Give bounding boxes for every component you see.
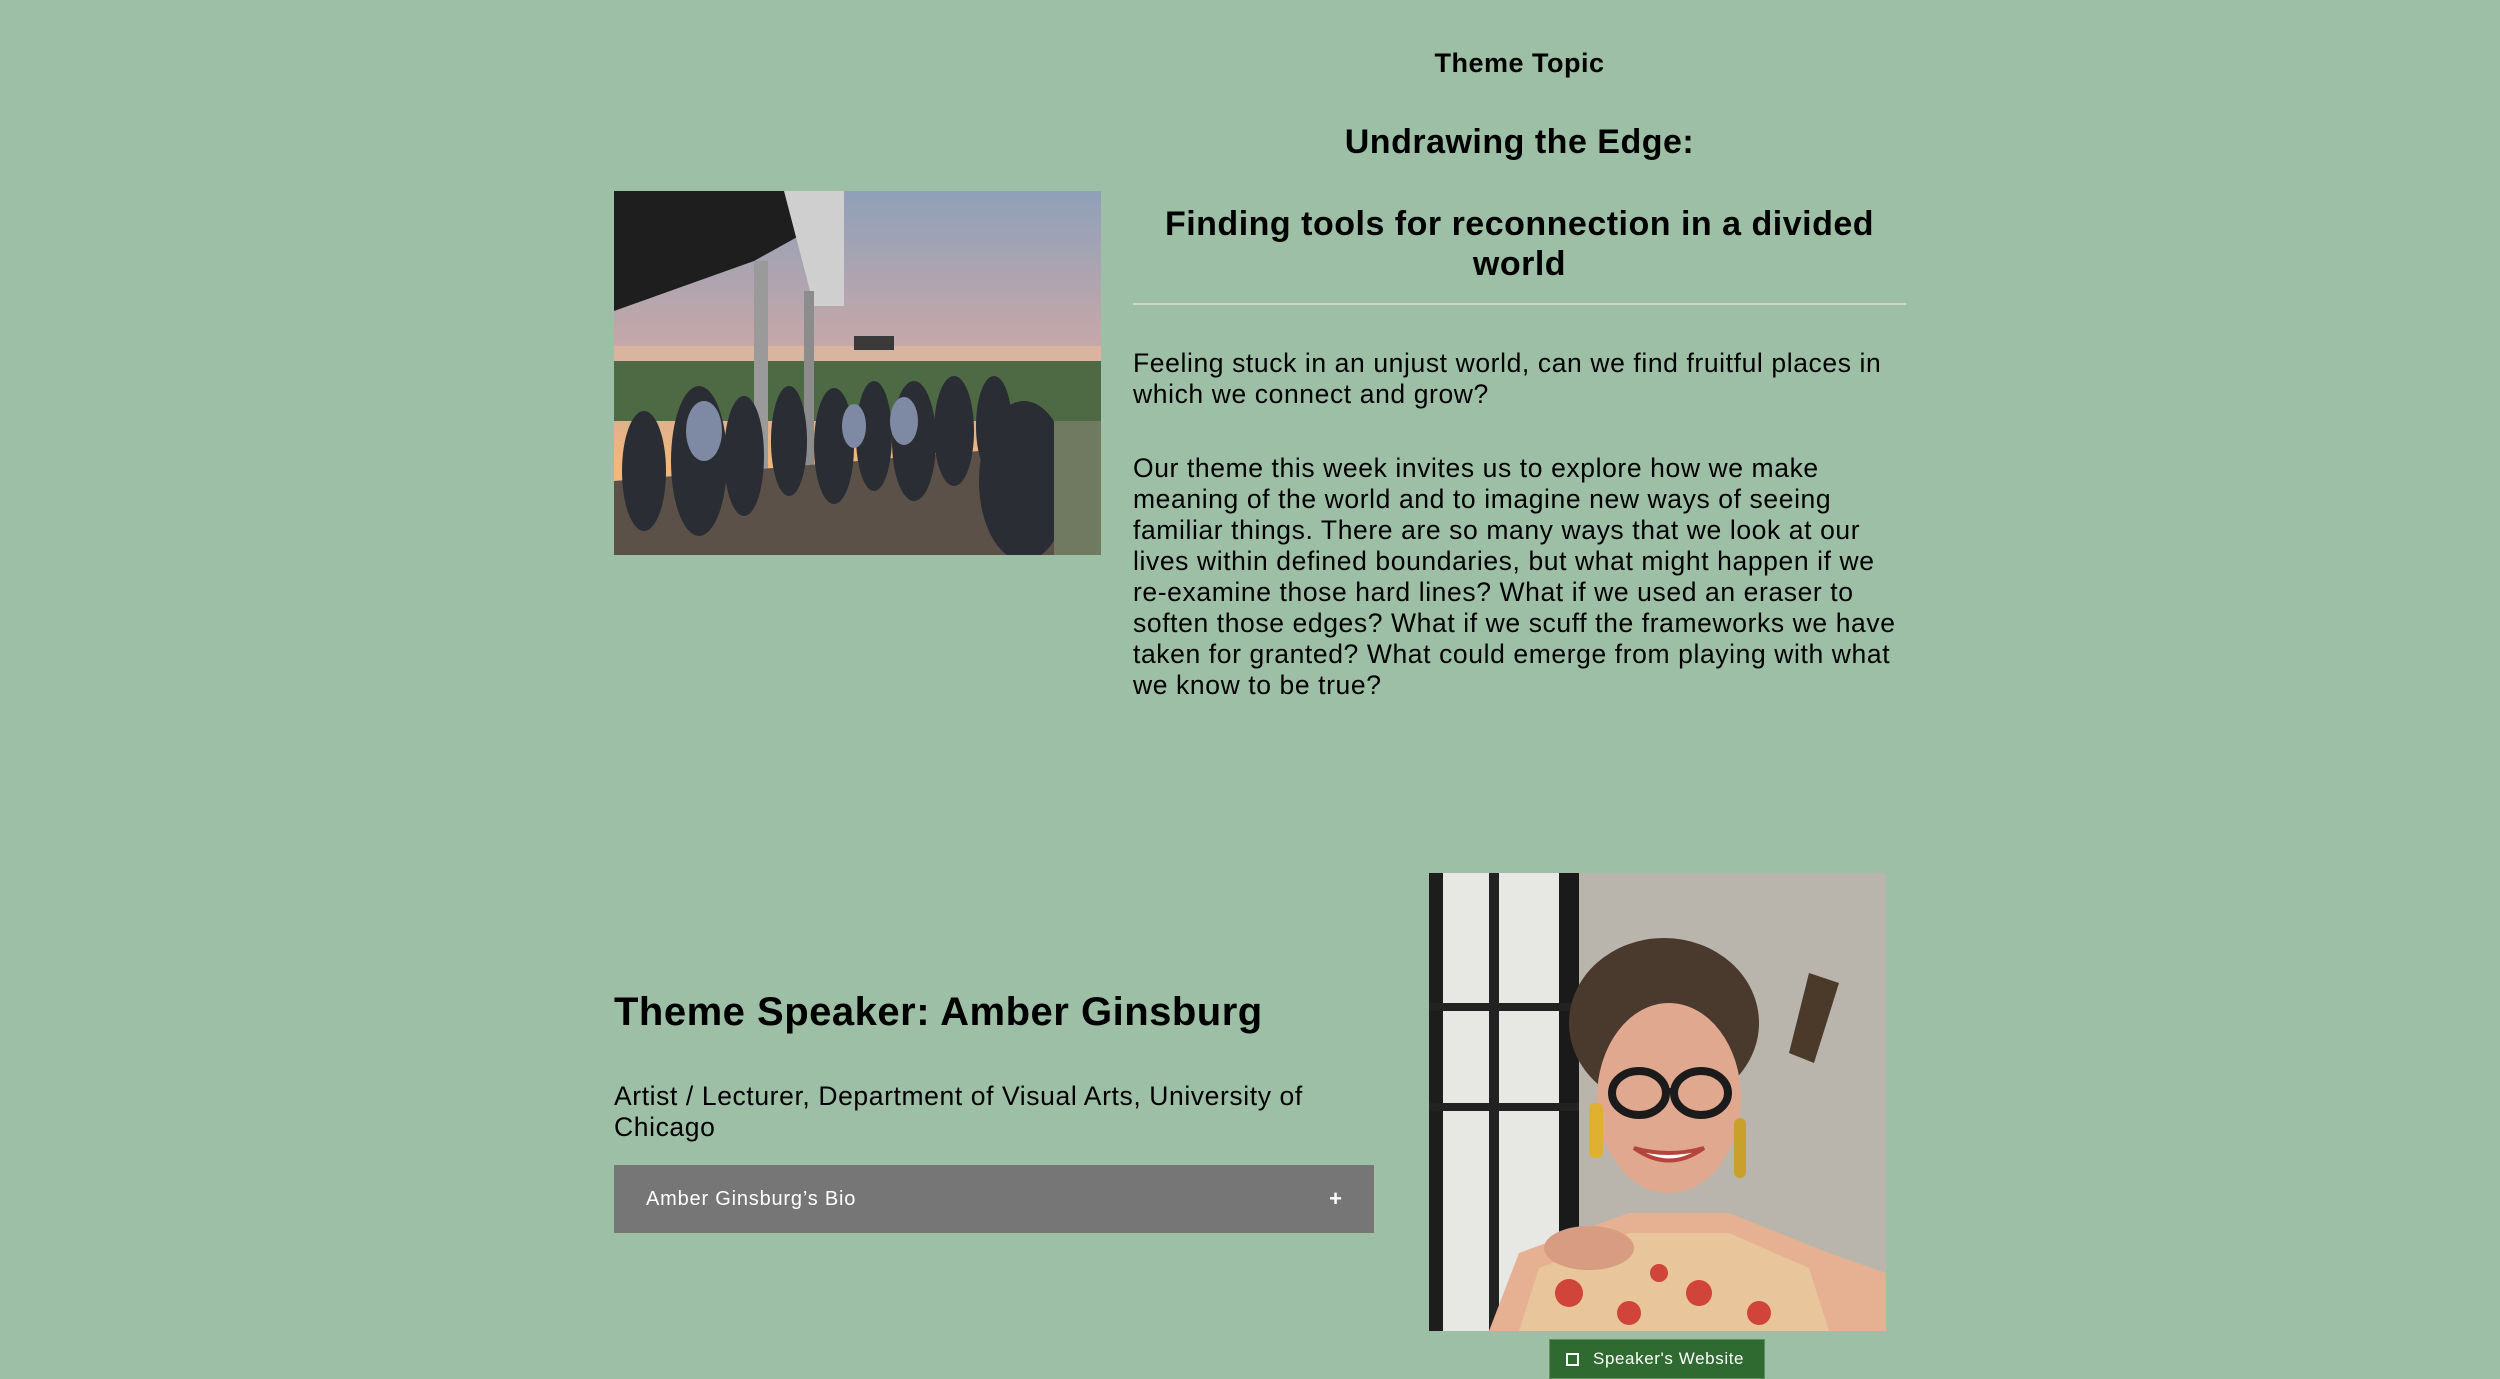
speaker-website-button[interactable] [1549, 1339, 1765, 1379]
external-link-square-icon [1566, 1353, 1579, 1366]
porch-sunset-photo [614, 191, 1101, 555]
speaker-heading: Theme Speaker: Amber Ginsburg [614, 990, 1263, 1034]
divider [1133, 303, 1906, 305]
theme-label: Theme Topic [1434, 48, 1605, 78]
bio-accordion-toggle[interactable] [614, 1165, 1374, 1233]
speaker-role: Artist / Lecturer, Department of Visual Arts, University of Chicago [614, 1081, 1303, 1142]
theme-subtitle: Finding tools for reconnection in a divided world [1164, 205, 1875, 283]
theme-intro-paragraph: Feeling stuck in an unjust world, can we find fruitful places in which we connect and grow? [1133, 348, 1882, 409]
speaker-website-label: Speaker's Website [1593, 1349, 1745, 1368]
plus-icon: + [1329, 1186, 1342, 1211]
bio-accordion-label: Amber Ginsburg’s Bio [646, 1187, 857, 1210]
speaker-portrait-photo [1429, 873, 1886, 1331]
theme-title: Undrawing the Edge: [1344, 123, 1695, 161]
theme-description-paragraph: Our theme this week invites us to explore how we make meaning of the world and to imagine new ways of seeing familiar things. There are so many ways that we look at our lives within defined boundaries, but what might happen if we re-examine those hard lines? What if we used an eraser to soften those edges? What if we scuff the frameworks we have taken for granted? What could emerge from playing with what we know to be true? [1133, 453, 1896, 700]
